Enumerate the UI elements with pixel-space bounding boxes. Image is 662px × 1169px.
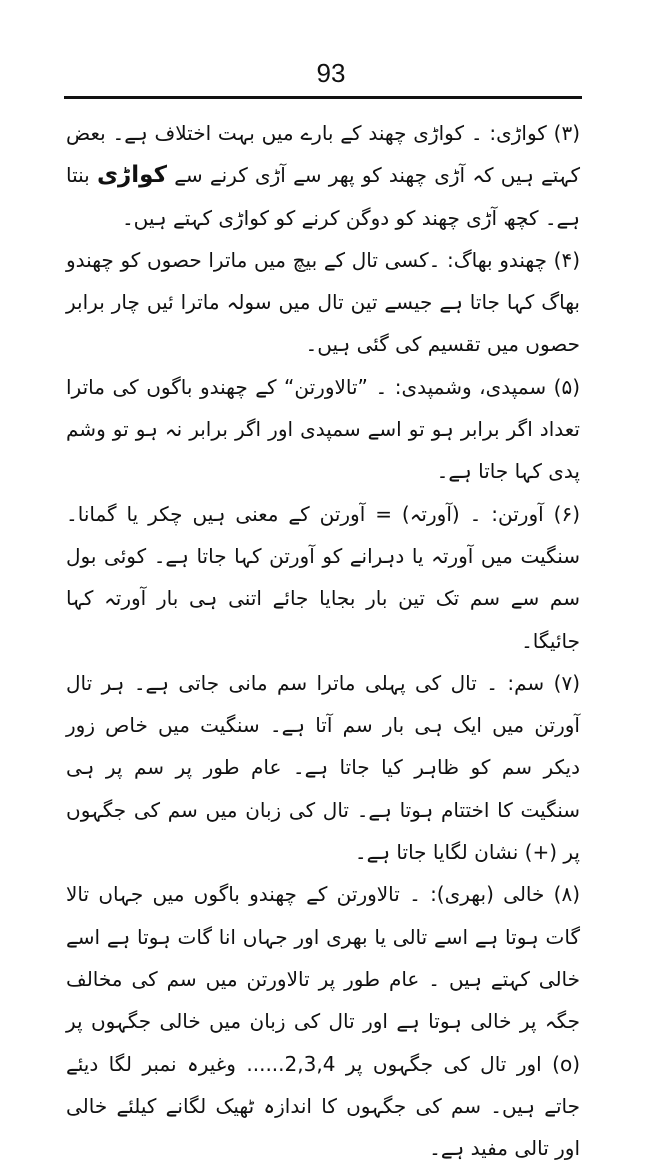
- paragraph-sampadi: (۵) سمپدی، وشمپدی: ۔ ”تالاورتن“ کے چھندو باگوں کی ماترا تعداد اگر برابر ہو تو اسے سمپدی اور اگر برابر نہ ہو تو وشم پدی کہا جاتا ہے۔: [66, 374, 580, 484]
- paragraph-kawari-text-2: بنتا ہے۔ کچھ آڑی چھند کو دوگن کرنے کو کواڑی کہتے ہیں۔: [66, 163, 580, 230]
- header-rule: [64, 96, 582, 99]
- bold-term-kawari: کواڑی: [96, 162, 167, 189]
- paragraph-khali: (۸) خالی (بھری): ۔ تالاورتن کے چھندو باگوں میں جہاں تالا گات ہوتا ہے اسے تالی یا بھری اور جہاں انا گات ہوتا ہے اسے خالی کہتے ہیں ۔ عام طور پر تالاورتن میں سم کی مخالف جگہ پر خالی ہوتا ہے اور تال کی زبان میں خالی جگہوں پر (o) اور تال کی جگہوں پر 2,3,4...... وغیرہ نمبر لگا دیئے جاتے ہیں۔ سم کی جگہوں کا اندازہ ٹھیک لگانے کیلئے خالی اور تالی مفید ہے۔: [66, 882, 581, 1161]
- paragraph-avartan: (۶) آورتن: ۔ (آورتہ) = آورتن کے معنی ہیں چکر یا گمانا۔ سنگیت میں آورتہ یا دہرانے کو آورتن کہا جاتا ہے۔ کوئی بول سم سے سم تک تین بار بجایا جائے اتنی ہی بار آورتہ کہا جائیگا۔: [66, 501, 580, 653]
- paragraph-chhando-bhag: (۴) چھندو بھاگ: ۔کسی تال کے بیچ میں ماترا حصوں کو چھندو بھاگ کہا جاتا ہے جیسے تین تال میں سولہ ماترا ئیں چار برابر حصوں میں تقسیم کی گئی ہیں۔: [66, 247, 580, 357]
- paragraph-kawari: [66, 112, 580, 239]
- paragraph-sam: (۷) سم: ۔ تال کی پہلی ماترا سم مانی جاتی ہے۔ ہر تال آورتن میں ایک ہی بار سم آتا ہے۔ سنگیت میں خاص زور دیکر سم کو ظاہر کیا جاتا ہے۔ عام طور پر سم پر ہی سنگیت کا اختتام ہوتا ہے۔ تال کی زبان میں سم کی جگہوں پر (+) نشان لگایا جاتا ہے۔: [66, 670, 580, 865]
- paragraph-kawari-text-1: (۳) کواڑی: ۔ کواڑی چھند کے بارے میں بہت اختلاف ہے۔ بعض کہتے ہیں کہ آڑی چھند کو پھر سے آڑی کرنے سے: [66, 121, 581, 188]
- page-number: 93: [316, 58, 346, 88]
- page-body: [66, 112, 580, 1169]
